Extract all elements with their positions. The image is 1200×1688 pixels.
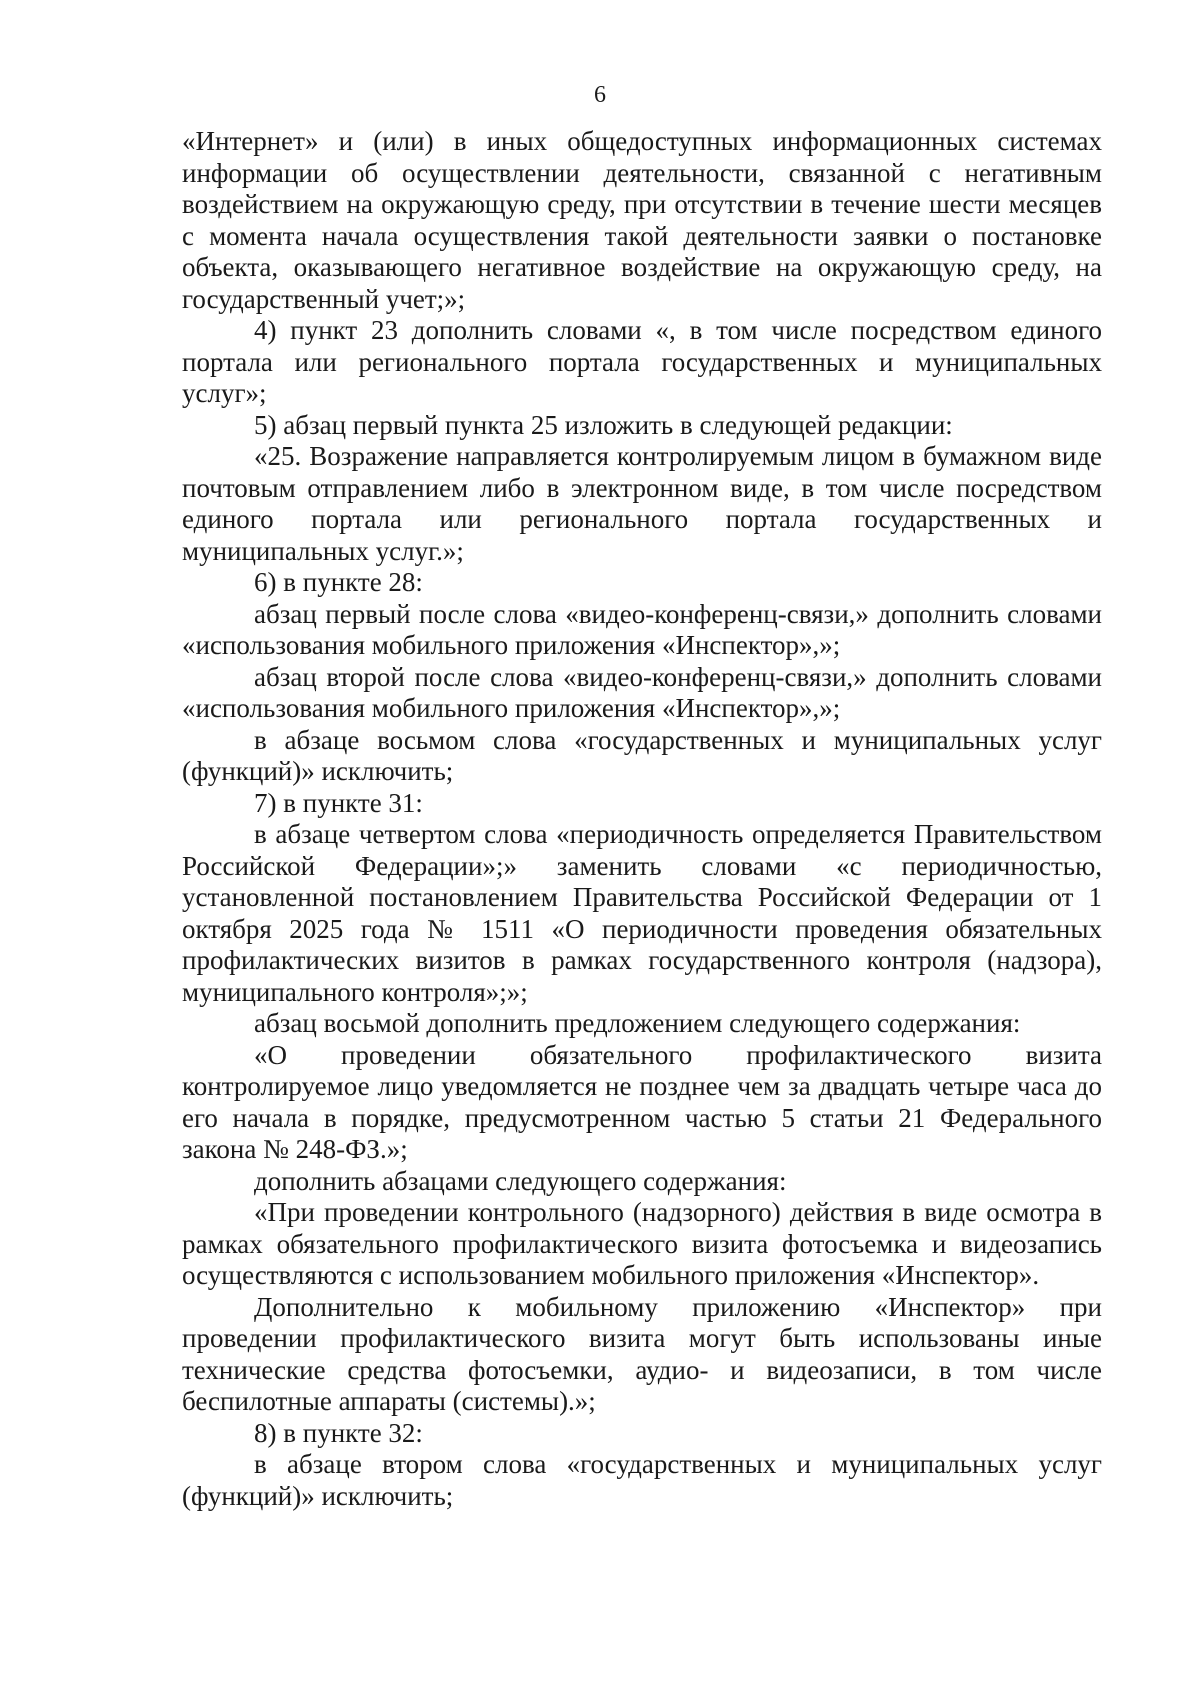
paragraph: 7) в пункте 31: <box>254 787 423 818</box>
paragraph: «О проведении обязательного профилактического визита контролируемое лицо уведомляется не позднее чем за двадцать четыре часа до его начала в порядке, предусмотренном частью 5 статьи 21 Федерального закона № 248-ФЗ.»; <box>182 1039 1102 1164</box>
paragraph: «25. Возражение направляется контролируемым лицом в бумажном виде почтовым отправлением либо в электронном виде, в том числе посредством единого портала или регионального портала государственных и муниципальных услуг.»; <box>182 441 1102 566</box>
document-body <box>182 126 1102 1512</box>
paragraph: в абзаце четвертом слова «периодичность определяется Правительством Российской Федерации»;» заменить словами «с периодичностью, установленной постановлением Правительства Российской Федерации от 1 октября 2025 года № 1511 «О периодичности проведения обязательных профилактических визитов в рамках государственного контроля (надзора), муниципального контроля»;»; <box>182 819 1102 1007</box>
paragraph: 5) абзац первый пункта 25 изложить в следующей редакции: <box>254 409 953 440</box>
paragraph: абзац второй после слова «видео-конференц-связи,» дополнить словами «использования мобильного приложения «Инспектор»,»; <box>182 661 1102 723</box>
paragraph: 6) в пункте 28: <box>254 567 423 597</box>
paragraph: «При проведении контрольного (надзорного) действия в виде осмотра в рамках обязательного профилактического визита фотосъемка и видеозапись осуществляются с использованием мобильного приложения «Инспектор». <box>182 1197 1102 1290</box>
paragraph: Дополнительно к мобильному приложению «Инспектор» при проведении профилактического визита могут быть использованы иные технические средства фотосъемки, аудио- и видеозаписи, в том числе беспилотные аппараты (системы).»; <box>182 1291 1102 1416</box>
paragraph: абзац первый после слова «видео-конференц-связи,» дополнить словами «использования мобильного приложения «Инспектор»,»; <box>182 598 1102 660</box>
paragraph: в абзаце втором слова «государственных и муниципальных услуг (функций)» исключить; <box>182 1449 1102 1511</box>
paragraph: 8) в пункте 32: <box>254 1417 423 1448</box>
page-number: 6 <box>594 82 606 108</box>
paragraph: дополнить абзацами следующего содержания: <box>254 1165 787 1196</box>
paragraph: абзац восьмой дополнить предложением следующего содержания: <box>254 1008 1021 1038</box>
paragraph: «Интернет» и (или) в иных общедоступных информационных системах информации об осуществлении деятельности, связанной с негативным воздействием на окружающую среду, при отсутствии в течение шести месяцев с момента начала осуществления такой деятельности заявки о постановке объекта, оказывающего негативное воздействие на окружающую среду, на государственный учет;»; <box>182 126 1102 314</box>
paragraph: в абзаце восьмом слова «государственных и муниципальных услуг (функций)» исключить; <box>182 724 1102 786</box>
paragraph: 4) пункт 23 дополнить словами «, в том числе посредством единого портала или регионального портала государственных и муниципальных услуг»; <box>182 315 1102 408</box>
